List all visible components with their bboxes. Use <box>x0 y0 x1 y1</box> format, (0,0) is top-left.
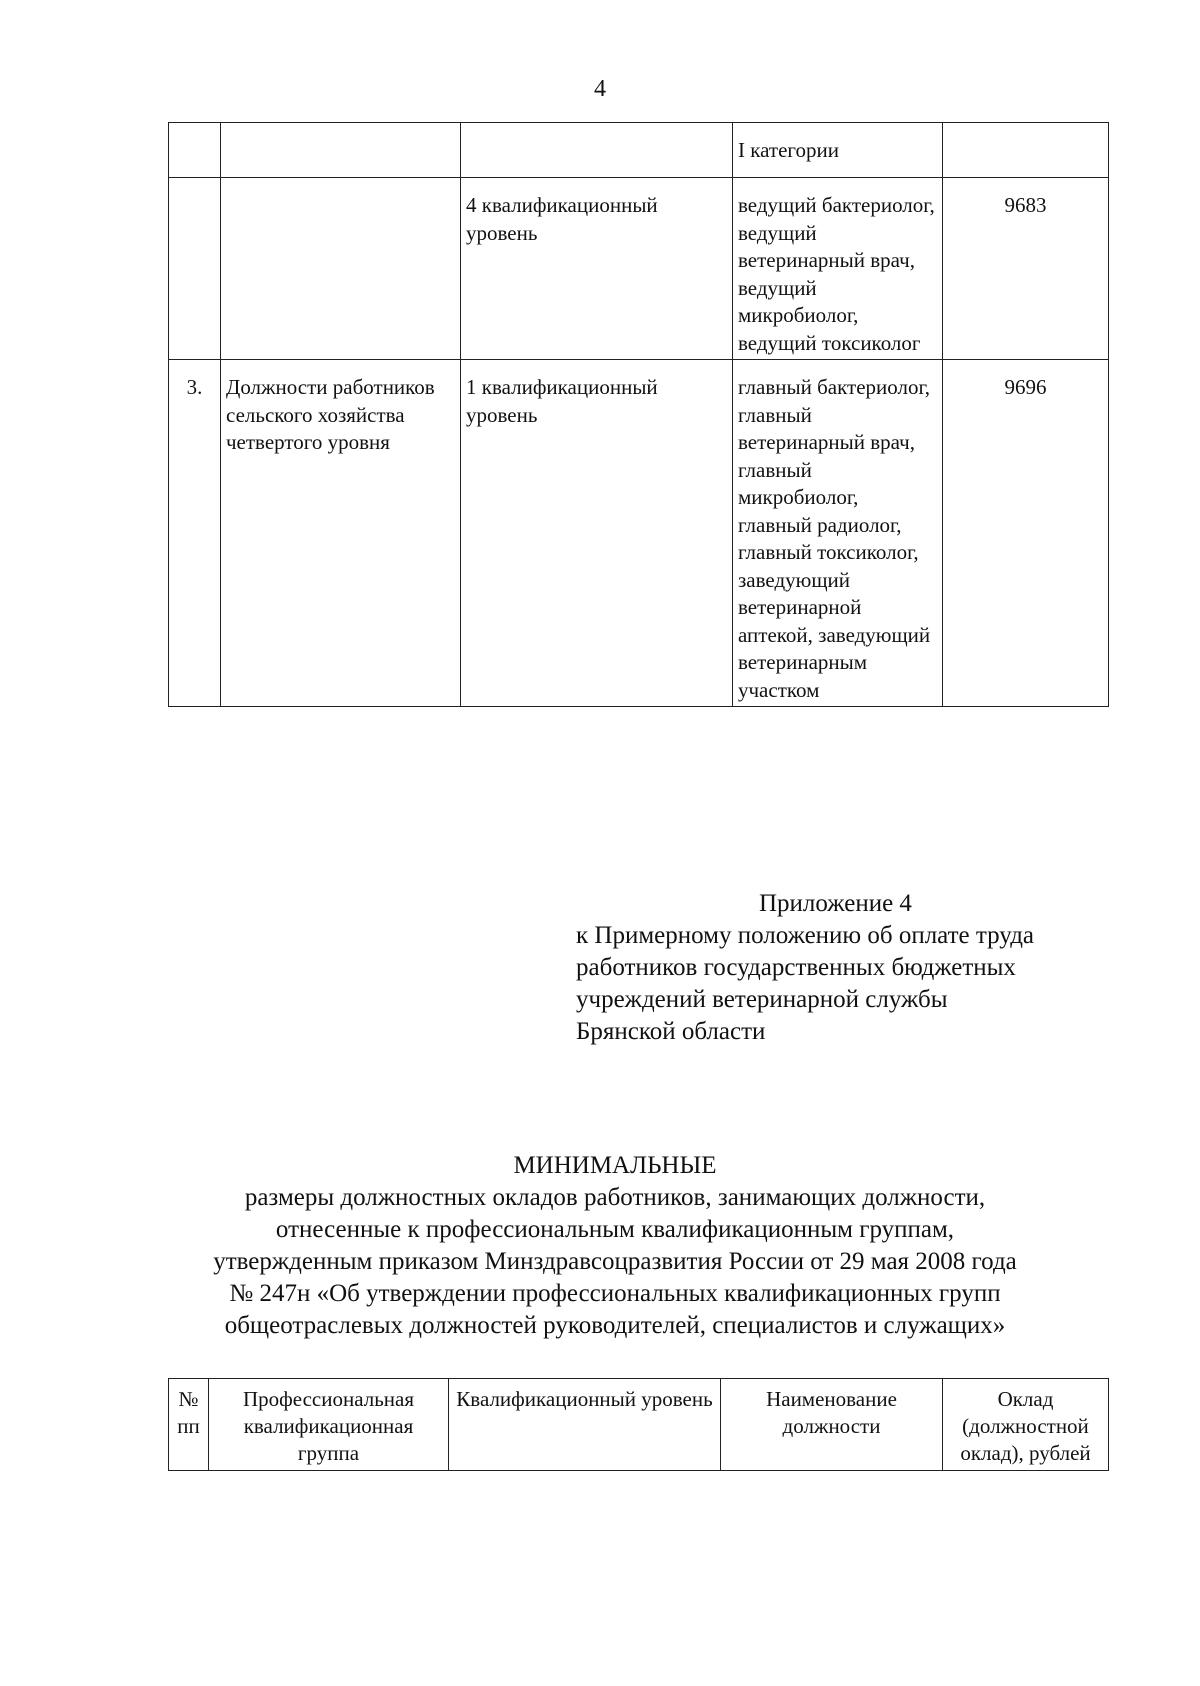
annex-line: Брянской области <box>576 1018 766 1045</box>
annex-block <box>576 888 1136 1048</box>
salary-value: 9683 <box>943 178 1109 360</box>
qualification-level <box>461 123 733 178</box>
heading-line: утвержденным приказом Минздравсоцразвития России от 29 мая 2008 года <box>213 1248 1017 1275</box>
page-number: 4 <box>594 76 606 102</box>
heading-title: МИНИМАЛЬНЫЕ <box>513 1152 717 1179</box>
annex-line: учреждений ветеринарной службы <box>576 986 948 1013</box>
row-number <box>169 178 221 360</box>
qualification-group <box>221 123 461 178</box>
header-number: № пп <box>169 1379 209 1471</box>
qualification-level: 1 квалификационный уровень <box>461 360 733 707</box>
heading-line: размеры должностных окладов работников, занимающих должности, <box>244 1184 986 1211</box>
heading-line: общеотраслевых должностей руководителей, специалистов и служащих» <box>224 1312 1006 1339</box>
table-row <box>169 360 1109 707</box>
salary-value: 9696 <box>943 360 1109 707</box>
qualification-group <box>221 178 461 360</box>
position-name: главный бактериолог, главный ветеринарный врач, главный микробиолог, главный радиолог, главный токсиколог, заведующий ветеринарной аптекой, заведующий ветеринарным участком <box>733 360 943 707</box>
heading-line: № 247н «Об утверждении профессиональных квалификационных групп <box>229 1280 1001 1307</box>
salary-table-header <box>168 1378 1109 1471</box>
table-row <box>169 178 1109 360</box>
qualification-group: Должности работников сельского хозяйства четвертого уровня <box>221 360 461 707</box>
salary-value <box>943 123 1109 178</box>
position-name: I категории <box>733 123 943 178</box>
document-heading <box>150 1150 1080 1342</box>
table-header-row <box>169 1379 1109 1471</box>
row-number: 3. <box>169 360 221 707</box>
header-group: Профессиональная квалификационная группа <box>209 1379 449 1471</box>
row-number <box>169 123 221 178</box>
annex-line: к Примерному положению об оплате труда <box>576 922 1035 949</box>
header-level: Квалификационный уровень <box>449 1379 721 1471</box>
annex-line: работников государственных бюджетных <box>576 954 1016 981</box>
header-salary: Оклад (должностной оклад), рублей <box>943 1379 1109 1471</box>
header-position: Наименование должности <box>721 1379 943 1471</box>
table-row <box>169 123 1109 178</box>
annex-title: Приложение 4 <box>759 890 912 917</box>
salary-table-continued <box>168 122 1109 707</box>
heading-line: отнесенные к профессиональным квалификационным группам, <box>275 1216 955 1243</box>
position-name: ведущий бактериолог, ведущий ветеринарный врач, ведущий микробиолог, ведущий токсиколог <box>733 178 943 360</box>
qualification-level: 4 квалификационный уровень <box>461 178 733 360</box>
